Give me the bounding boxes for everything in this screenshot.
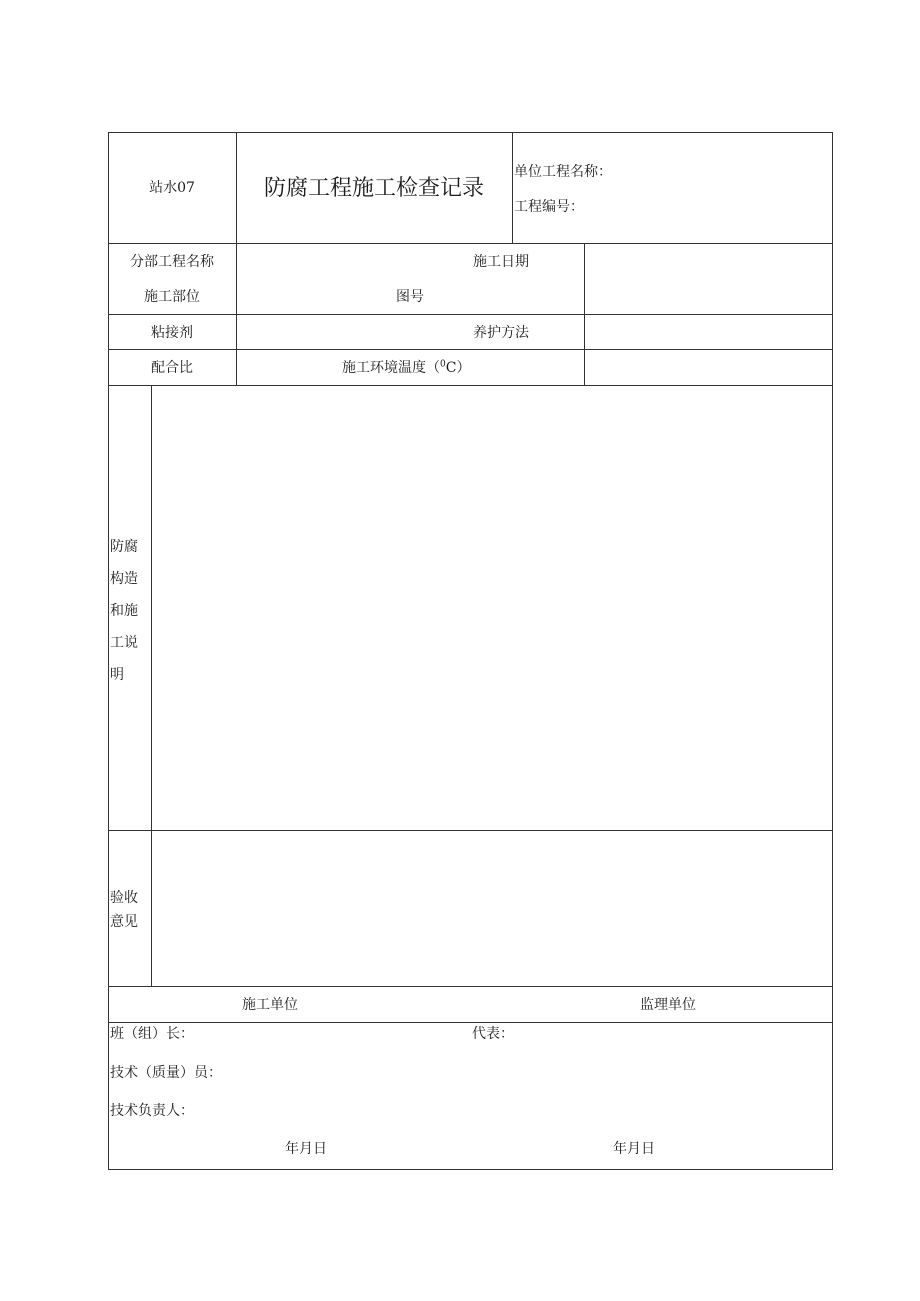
divider	[108, 243, 833, 244]
quality-officer-label: 技术（质量）员：	[110, 1065, 222, 1081]
divider	[151, 385, 152, 986]
team-leader-label: 班（组）长：	[110, 1026, 194, 1042]
divider	[512, 132, 513, 243]
construction-unit-label: 施工单位	[242, 997, 298, 1013]
divider	[584, 243, 585, 385]
unit-project-name-label: 单位工程名称：	[514, 164, 612, 180]
curing-method-label: 养护方法	[473, 325, 529, 341]
acceptance-section-label: 验收意见	[110, 890, 138, 930]
description-section-label: 防腐构造和施工说明	[110, 539, 138, 683]
project-number-label: 工程编号：	[514, 199, 584, 215]
mix-ratio-label: 配合比	[151, 360, 193, 376]
degree-superscript: 0	[440, 359, 446, 370]
technical-lead-label: 技术负责人：	[110, 1103, 194, 1119]
divider	[108, 1022, 833, 1023]
divider	[108, 385, 833, 386]
construction-date-label: 施工日期	[473, 254, 529, 270]
ambient-temperature-unit: C）	[445, 360, 471, 376]
date-right: 年月日	[613, 1141, 655, 1157]
representative-label: 代表：	[472, 1026, 514, 1042]
divider	[108, 830, 833, 831]
divider	[108, 349, 833, 350]
divider	[108, 986, 833, 987]
ambient-temperature-label	[342, 359, 470, 377]
date-left: 年月日	[285, 1141, 327, 1157]
form-code: 站水07	[149, 180, 195, 196]
drawing-number-label: 图号	[396, 289, 424, 305]
ambient-temperature-text: 施工环境温度（	[342, 360, 440, 376]
divider	[236, 132, 237, 385]
divider	[108, 314, 833, 315]
sub-project-name-label: 分部工程名称	[130, 254, 214, 270]
supervision-unit-label: 监理单位	[640, 997, 696, 1013]
adhesive-label: 粘接剂	[151, 325, 193, 341]
construction-part-label: 施工部位	[144, 289, 200, 305]
form-title: 防腐工程施工检查记录	[263, 176, 484, 201]
